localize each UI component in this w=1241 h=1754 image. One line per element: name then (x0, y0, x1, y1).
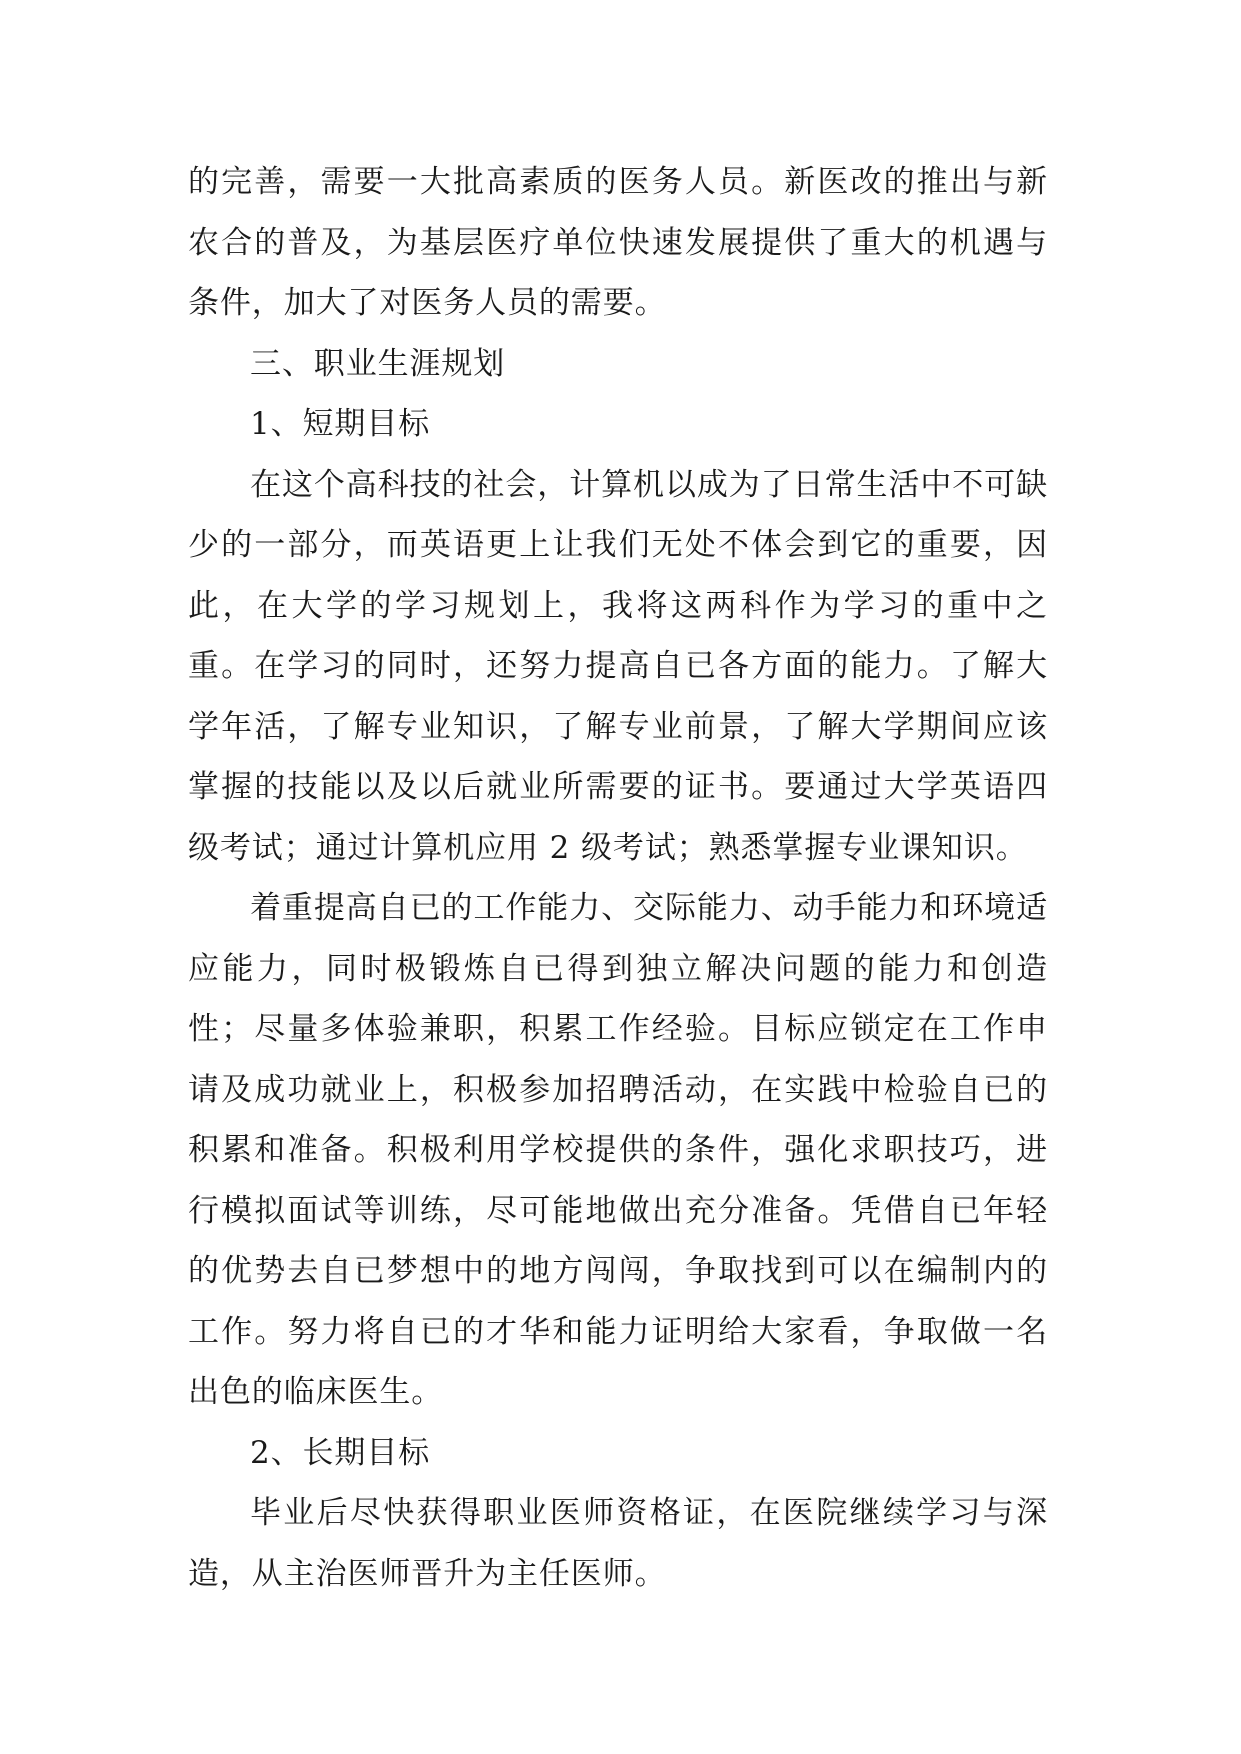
subheading-short-term-goals: 1、短期目标 (250, 406, 431, 442)
subheading-long-term-goals: 2、长期目标 (250, 1434, 431, 1471)
paragraph-ability-development: 着重提高自已的工作能力、交际能力、动手能力和环境适应能力，同时极锻炼自已得到独立解决问题的能力和创造性；尽量多体验兼职，积累工作经验。目标应锁定在工作申请及成功就业上，积极参加招聘活动，在实践中检验自已的积累和准备。积极利用学校提供的条件，强化求职技巧，进行模拟面试等训练，尽可能地做出充分准备。凭借自已年轻的优势去自已梦想中的地方闯闯，争取找到可以在编制内的工作。努力将自已的才华和能力证明给大家看，争取做一名出色的临床医生。 (188, 890, 1048, 1410)
document-body (188, 152, 1048, 1604)
paragraph-study-plan: 在这个高科技的社会，计算机以成为了日常生活中不可缺少的一部分，而英语更上让我们无处不体会到它的重要，因此，在大学的学习规划上，我将这两科作为学习的重中之重。在学习的同时，还努力提高自已各方面的能力。了解大学年活，了解专业知识，了解专业前景，了解大学期间应该掌握的技能以及以后就业所需要的证书。要通过大学英语四级考试；通过计算机应用 2 级考试；熟悉掌握专业课知识。 (188, 466, 1048, 866)
section-heading-career-plan: 三、职业生涯规划 (250, 345, 506, 382)
paragraph-medical-staff-demand: 的完善，需要一大批高素质的医务人员。新医改的推出与新农合的普及，为基层医疗单位快速发展提供了重大的机遇与条件，加大了对医务人员的需要。 (188, 164, 1048, 321)
paragraph-long-term-plan: 毕业后尽快获得职业医师资格证，在医院继续学习与深造，从主治医师晋升为主任医师。 (188, 1495, 1048, 1592)
